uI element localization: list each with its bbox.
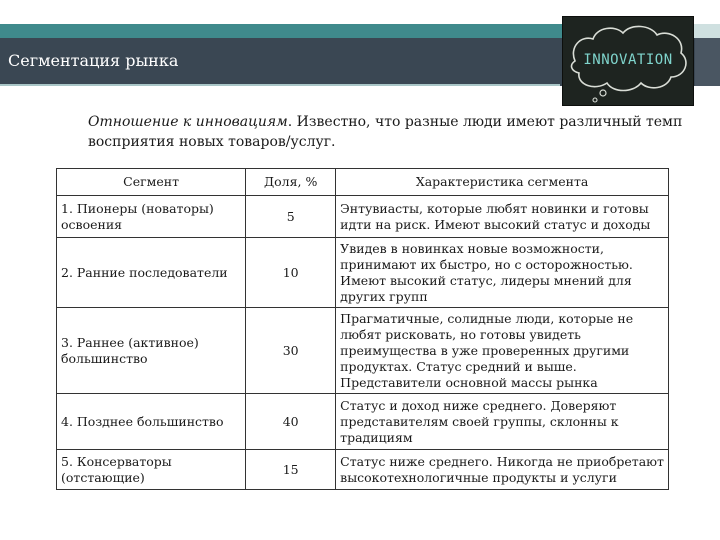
teal-accent-strip-right (692, 24, 720, 38)
table-row (57, 450, 669, 490)
innovation-chalkboard-image (562, 16, 694, 106)
description-cell: Прагматичные, солидные люди, которые не любят рисковать, но готовы увидеть преимущества в уже проверенных другими продуктах. Статус средний и выше. Представители основной массы рынка (336, 308, 669, 394)
intro-paragraph (42, 112, 692, 152)
intro-rest: . Известно, что разные люди имеют различный темп восприятия новых товаров/услуг. (88, 114, 683, 150)
header-share: Доля, % (246, 169, 336, 196)
segment-cell: 5. Консерваторы (отстающие) (57, 450, 246, 490)
intro-italic: Отношение к инновациям (88, 114, 288, 130)
share-cell: 30 (246, 308, 336, 394)
share-cell: 40 (246, 394, 336, 450)
title-underline (0, 84, 560, 86)
table-header-row (57, 169, 669, 196)
slide-title: Сегментация рынка (8, 51, 179, 70)
share-cell: 10 (246, 238, 336, 308)
table-row (57, 196, 669, 238)
segmentation-table (56, 168, 669, 490)
innovation-word: INNOVATION (583, 52, 673, 68)
title-bar-right-block (695, 38, 720, 86)
table-row (57, 238, 669, 308)
table-row (57, 308, 669, 394)
description-cell: Статус и доход ниже среднего. Доверяют представителям своей группы, склонны к традициям (336, 394, 669, 450)
share-cell: 5 (246, 196, 336, 238)
table-row (57, 394, 669, 450)
header-description: Характеристика сегмента (336, 169, 669, 196)
description-cell: Энтувиасты, которые любят новинки и готовы идти на риск. Имеют высокий статус и доходы (336, 196, 669, 238)
description-cell: Увидев в новинках новые возможности, принимают их быстро, но с осторожностью. Имеют высокий статус, лидеры мнений для других групп (336, 238, 669, 308)
segment-cell: 2. Ранние последователи (57, 238, 246, 308)
segment-cell: 3. Раннее (активное) большинство (57, 308, 246, 394)
segment-cell: 1. Пионеры (новаторы) освоения (57, 196, 246, 238)
description-cell: Статус ниже среднего. Никогда не приобретают высокотехнологичные продукты и услуги (336, 450, 669, 490)
share-cell: 15 (246, 450, 336, 490)
segment-cell: 4. Позднее большинство (57, 394, 246, 450)
header-segment: Сегмент (57, 169, 246, 196)
